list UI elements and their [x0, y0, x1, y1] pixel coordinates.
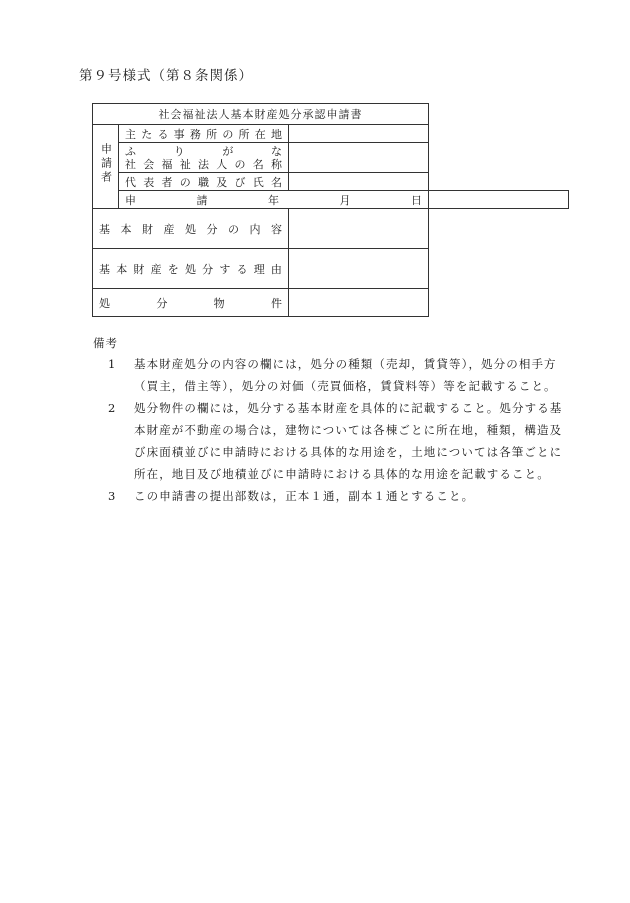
representative-field[interactable]	[289, 173, 429, 191]
representative-label	[119, 173, 289, 191]
remark-note	[108, 397, 574, 485]
disposal-content-label-text: 基 本 財 産 処 分 の 内 容	[99, 222, 282, 236]
application-date-label	[119, 191, 429, 209]
remark-note	[108, 485, 574, 507]
remark-text: 基本財産処分の内容の欄には，処分の種類（売却，賃貸等），処分の相手方（買主，借主等），処分の対価（売買価格，賃貸料等）等を記載すること。	[134, 357, 557, 393]
applicant-label	[93, 125, 119, 209]
disposal-reason-label	[93, 249, 289, 289]
disposal-property-label-text: 処 分 物 件	[99, 296, 282, 310]
disposal-property-field[interactable]	[289, 289, 429, 317]
furigana-label-text: ふ り が な	[125, 144, 282, 158]
remark-text: この申請書の提出部数は，正本１通，副本１通とすること。	[134, 489, 475, 503]
remark-text: 処分物件の欄には，処分する基本財産を具体的に記載すること。処分する基本財産が不動産の場合は，建物については各棟ごとに所在地，種類，構造及び床面積並びに申請時における具体的な用途を，土地については各筆ごとに所在，地目及び地積並びに申請時における具体的な用途を記載すること。	[134, 401, 563, 481]
remark-number: 2	[108, 401, 116, 415]
disposal-property-label	[93, 289, 289, 317]
application-form-table	[92, 103, 569, 317]
remarks-heading: 備考	[93, 336, 118, 350]
remark-number: 3	[108, 489, 116, 503]
corp-name-label-text: 社 会 福 祉 法 人 の 名 称	[125, 157, 282, 171]
form-title: 社会福祉法人基本財産処分承認申請書	[93, 104, 429, 125]
disposal-reason-field[interactable]	[289, 249, 429, 289]
applicant-label-text: 申請者	[99, 143, 113, 185]
office-address-label-text: 主 た る 事 務 所 の 所 在 地	[125, 127, 282, 141]
disposal-content-label	[93, 209, 289, 249]
disposal-content-field[interactable]	[289, 209, 429, 249]
form-number: 第９号様式（第８条関係）	[79, 68, 253, 84]
disposal-reason-label-text: 基 本 財 産 を 処 分 す る 理 由	[99, 262, 282, 276]
application-date-field[interactable]	[429, 191, 569, 209]
representative-label-text: 代 表 者 の 職 及 び 氏 名	[125, 175, 282, 189]
application-date-label-text: 申 請 年 月 日	[125, 193, 422, 207]
furigana-name-label	[119, 143, 289, 173]
office-address-label	[119, 125, 289, 143]
remark-number: 1	[108, 357, 116, 371]
office-address-field[interactable]	[289, 125, 429, 143]
remarks-notes	[108, 353, 574, 507]
corp-name-field[interactable]	[289, 143, 429, 173]
remark-note	[108, 353, 574, 397]
